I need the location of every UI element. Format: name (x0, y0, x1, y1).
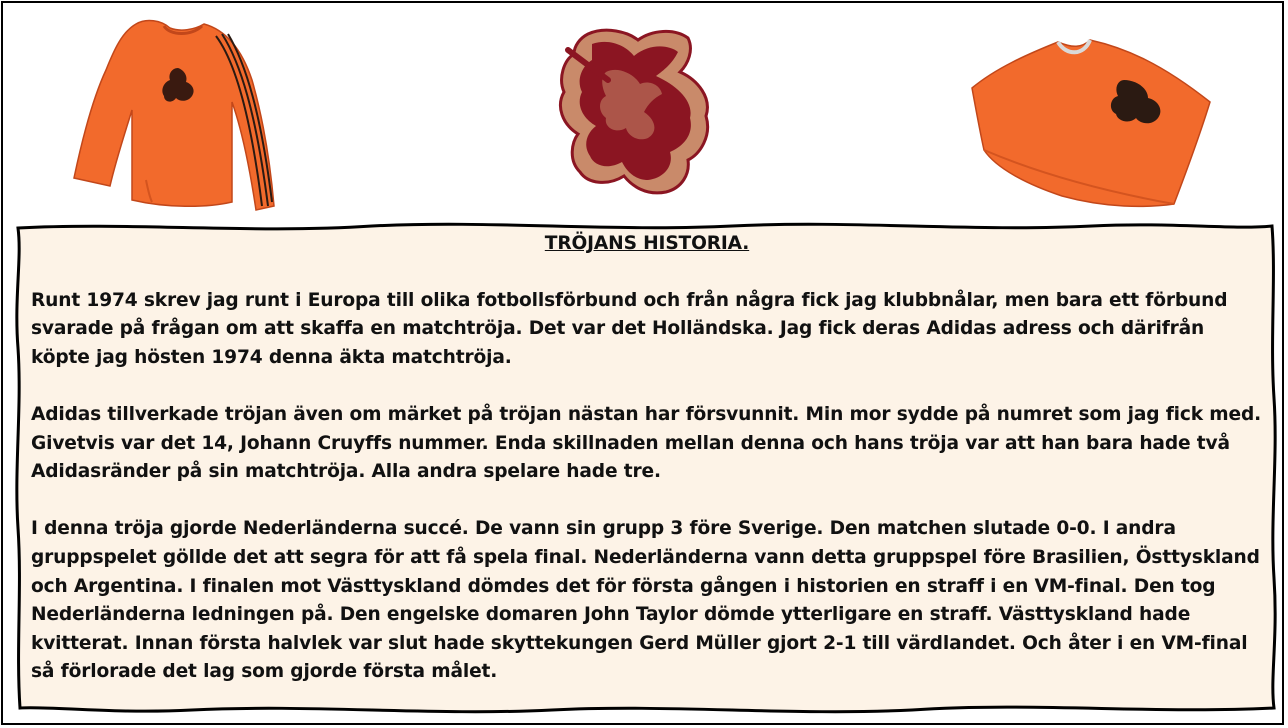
history-text-box (12, 218, 1278, 714)
paragraph-2: Adidas tillverkade tröjan även om märket på tröjan nästan har försvunnit. Min mor sydde på numret som jag fick med. Givetvis var det 14, Johann Cruyffs nummer. Enda skillnaden mellan denna och hans tröja var att han bara hade två Adidasränder på sin matchtröja. Alla andra spelare hade tre. (31, 403, 1262, 483)
folded-orange-jersey-icon (966, 18, 1216, 214)
dutch-lion-badge-icon (548, 20, 720, 196)
article-text (31, 230, 1263, 687)
long-sleeve-orange-jersey-icon (66, 10, 282, 216)
article-heading: TRÖJANS HISTORIA. (544, 233, 750, 254)
paragraph-1: Runt 1974 skrev jag runt i Europa till olika fotbollsförbund och från några fick jag klubbnålar, men bara ett förbund svarade på frågan om att skaffa en matchtröja. Det var det Holländska. Jag fick deras Adidas adress och därifrån köpte jag hösten 1974 denna äkta matchtröja. (31, 289, 1228, 368)
paragraph-3: I denna tröja gjorde Nederländerna succé. De vann sin grupp 3 före Sverige. Den matchen slutade 0-0. I andra gruppspelet göllde det att segra för att få spela final. Nederländerna vann detta gruppspel före Brasilien, Östtyskland och Argentina. I finalen mot Västtyskland dömdes det för första gången i historien en straff i en VM-final. Den tog Nederländerna ledningen på. Den engelske domaren John Taylor dömde ytterligare en straff. Västtyskland hade kvitterat. Innan första halvlek var slut hade skyttekungen Gerd Müller gjort 2-1 till värdlandet. Och åter i en VM-final så förlorade det lag som gjorde första målet. (31, 518, 1260, 683)
